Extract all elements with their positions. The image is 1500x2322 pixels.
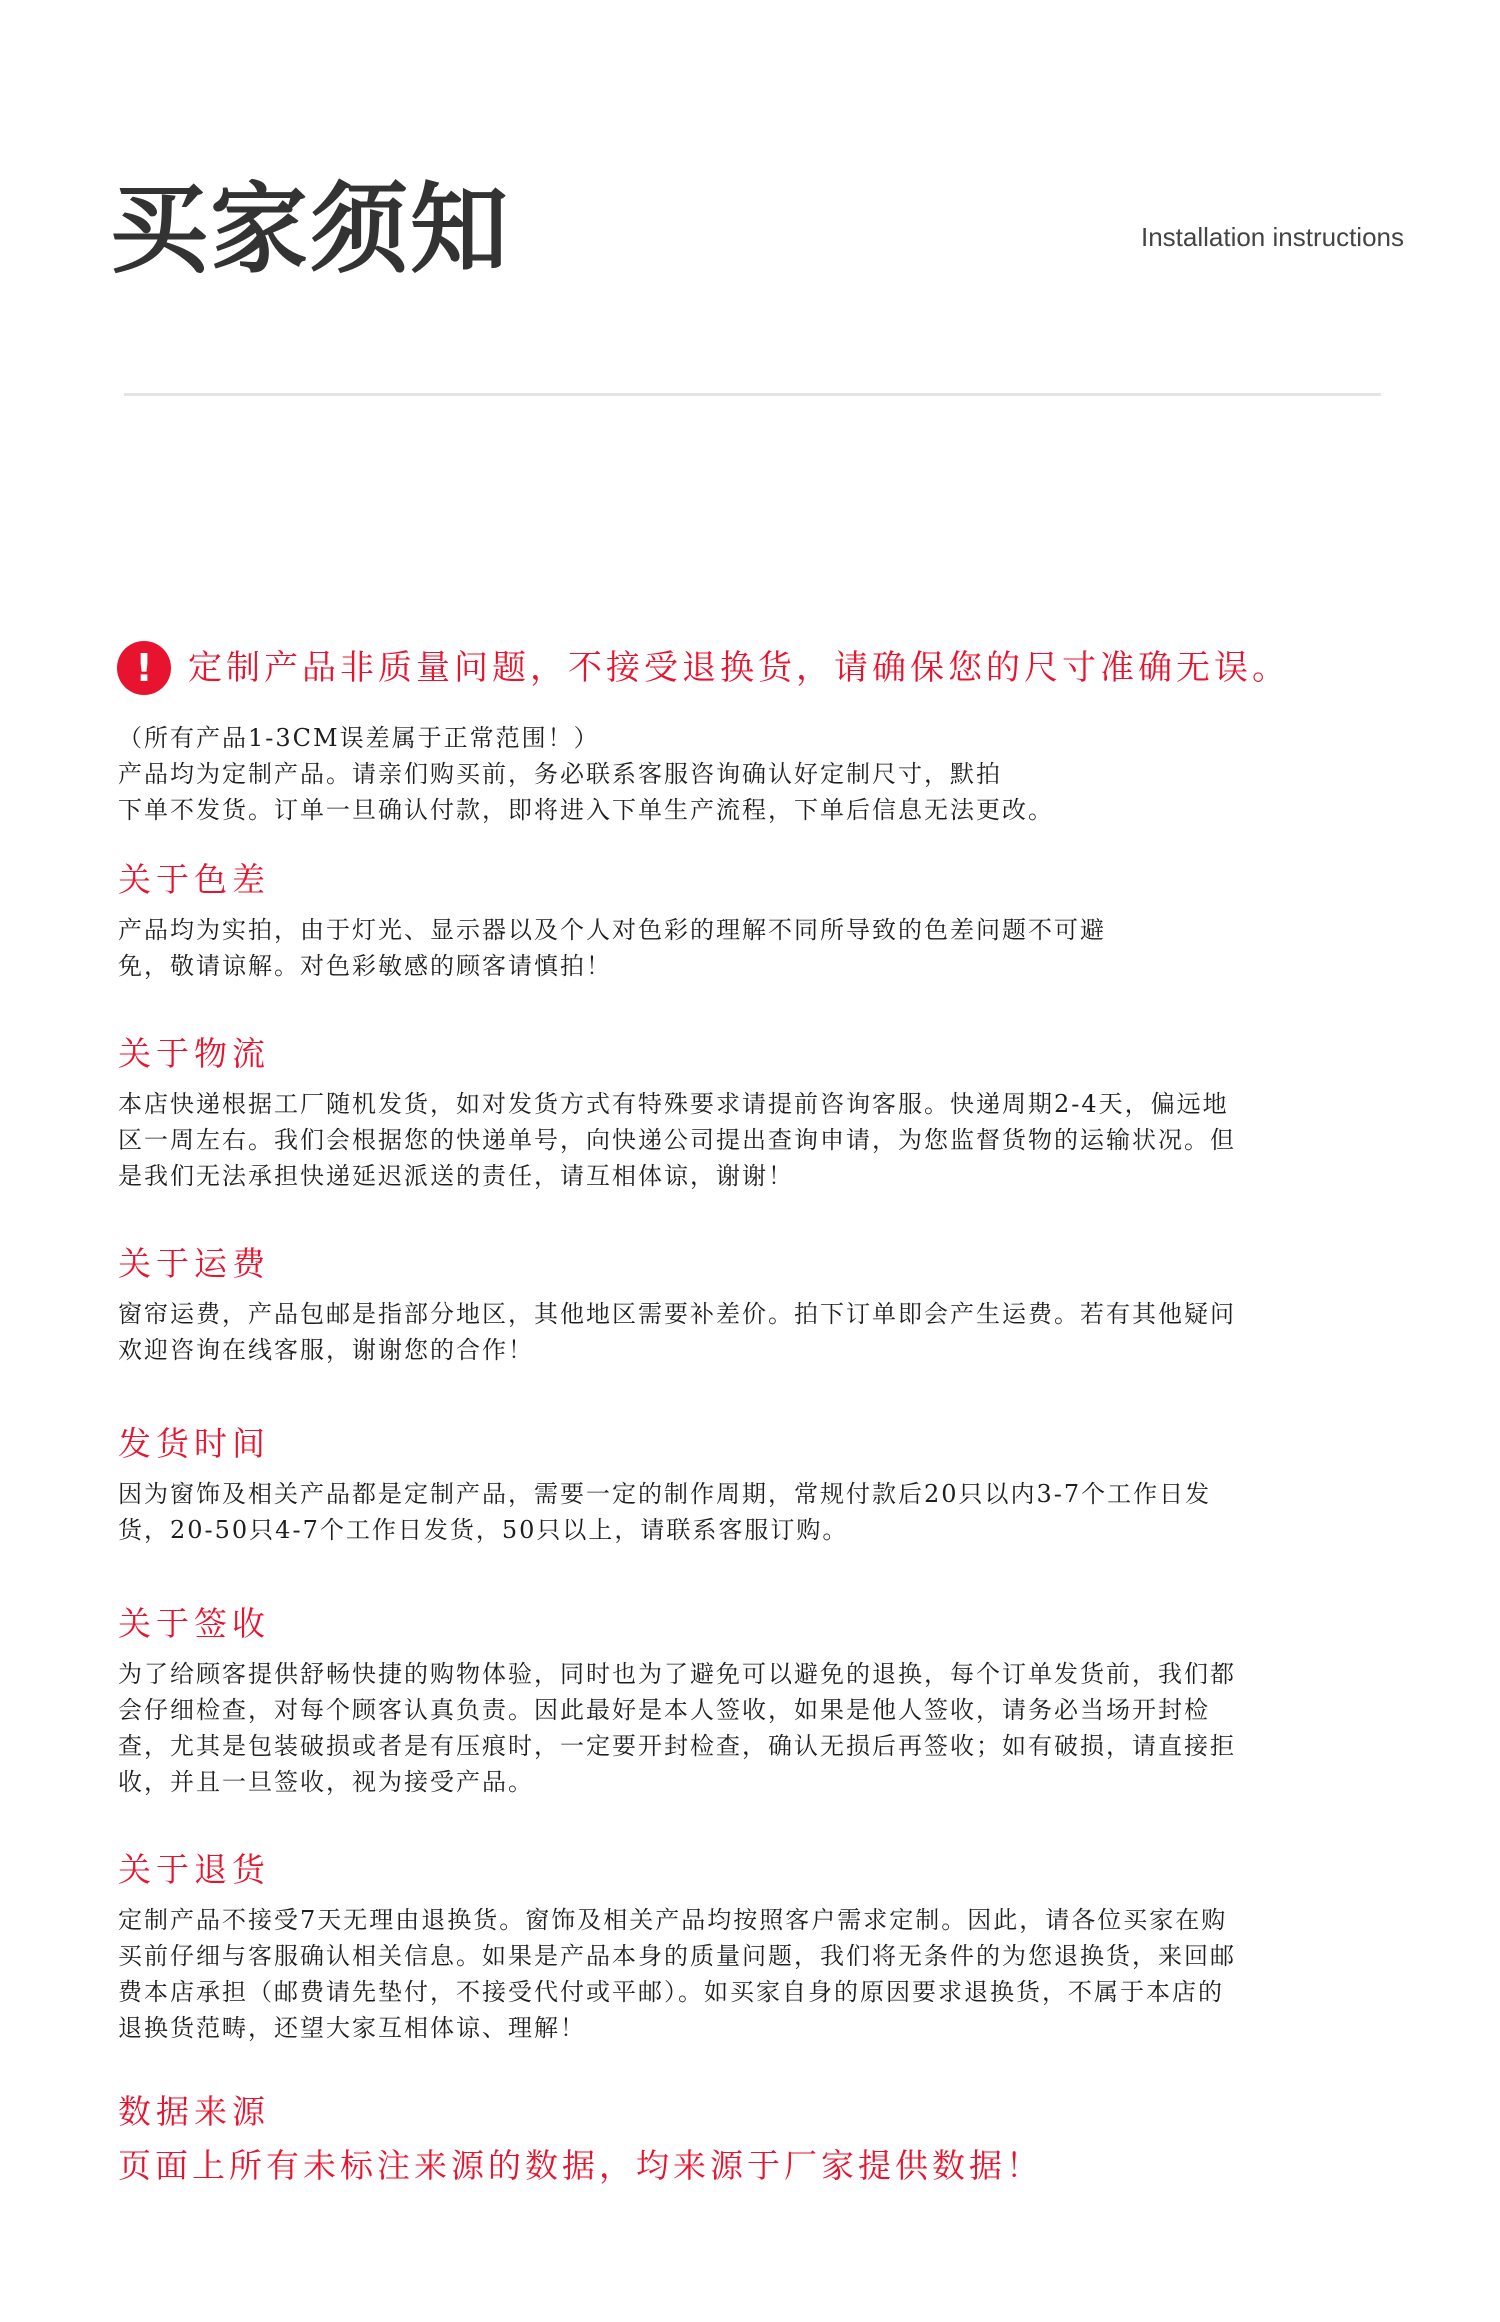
page-subtitle: Installation instructions bbox=[1140, 222, 1404, 252]
exclamation-icon: ! bbox=[117, 641, 171, 695]
section-line: 费本店承担（邮费请先垫付，不接受代付或平邮）。如买家自身的原因要求退换货，不属于本店的 bbox=[118, 1978, 1224, 2006]
section-line: 是我们无法承担快递延迟派送的责任，请互相体谅，谢谢！ bbox=[118, 1162, 794, 1190]
section-body bbox=[118, 1296, 1380, 1368]
section-body bbox=[118, 1656, 1380, 1800]
section-logistics bbox=[118, 1034, 1380, 1194]
section-line: 欢迎咨询在线客服，谢谢您的合作！ bbox=[118, 1336, 534, 1364]
section-line: 区一周左右。我们会根据您的快递单号，向快递公司提出查询申请，为您监督货物的运输状况。但 bbox=[118, 1126, 1236, 1154]
data-source-note: 页面上所有未标注来源的数据，均来源于厂家提供数据！ bbox=[118, 2146, 1043, 2185]
section-line: 收，并且一旦签收，视为接受产品。 bbox=[118, 1768, 534, 1796]
section-returns bbox=[118, 1850, 1380, 2046]
section-title: 关于色差 bbox=[118, 860, 270, 899]
section-body bbox=[118, 912, 1380, 984]
section-body bbox=[118, 1902, 1380, 2046]
section-line: 产品均为实拍，由于灯光、显示器以及个人对色彩的理解不同所导致的色差问题不可避 bbox=[118, 916, 1106, 944]
intro-line: 产品均为定制产品。请亲们购买前，务必联系客服咨询确认好定制尺寸，默拍 bbox=[118, 760, 1002, 788]
section-line: 为了给顾客提供舒畅快捷的购物体验，同时也为了避免可以避免的退换，每个订单发货前，我们都 bbox=[118, 1660, 1236, 1688]
intro-line: 下单不发货。订单一旦确认付款，即将进入下单生产流程，下单后信息无法更改。 bbox=[118, 796, 1054, 824]
warning-banner bbox=[117, 640, 1290, 696]
page-title: 买家须知 bbox=[110, 173, 511, 287]
section-color-difference bbox=[118, 860, 1380, 984]
section-title: 关于退货 bbox=[118, 1850, 270, 1889]
header-divider bbox=[124, 393, 1381, 396]
section-line: 因为窗饰及相关产品都是定制产品，需要一定的制作周期，常规付款后20只以内3-7个工作日发 bbox=[118, 1480, 1212, 1508]
section-body bbox=[118, 1476, 1380, 1548]
section-line: 退换货范畴，还望大家互相体谅、理解！ bbox=[118, 2014, 586, 2042]
section-line: 定制产品不接受7天无理由退换货。窗饰及相关产品均按照客户需求定制。因此，请各位买家在购 bbox=[118, 1906, 1228, 1934]
section-title: 关于物流 bbox=[118, 1034, 270, 1073]
section-line: 买前仔细与客服确认相关信息。如果是产品本身的质量问题，我们将无条件的为您退换货，来回邮 bbox=[118, 1942, 1236, 1970]
section-line: 免，敬请谅解。对色彩敏感的顾客请慎拍！ bbox=[118, 952, 612, 980]
section-line: 查，尤其是包装破损或者是有压痕时，一定要开封检查，确认无损后再签收；如有破损，请直接拒 bbox=[118, 1732, 1236, 1760]
intro-line: （所有产品1-3CM误差属于正常范围！） bbox=[118, 724, 600, 752]
section-data-source bbox=[118, 2092, 1380, 2188]
section-title: 数据来源 bbox=[118, 2092, 270, 2131]
section-delivery-time bbox=[118, 1424, 1380, 1548]
warning-text: 定制产品非质量问题，不接受退换货，请确保您的尺寸准确无误。 bbox=[188, 648, 1290, 688]
section-title: 关于运费 bbox=[118, 1244, 270, 1283]
section-title: 关于签收 bbox=[118, 1604, 270, 1643]
section-line: 本店快递根据工厂随机发货，如对发货方式有特殊要求请提前咨询客服。快递周期2-4天，偏远地 bbox=[118, 1090, 1229, 1118]
section-line: 会仔细检查，对每个顾客认真负责。因此最好是本人签收，如果是他人签收，请务必当场开封检 bbox=[118, 1696, 1210, 1724]
section-line: 窗帘运费，产品包邮是指部分地区，其他地区需要补差价。拍下订单即会产生运费。若有其他疑问 bbox=[118, 1300, 1236, 1328]
section-shipping-fee bbox=[118, 1244, 1380, 1368]
section-body bbox=[118, 1086, 1380, 1194]
section-line: 货，20-50只4-7个工作日发货，50只以上，请联系客服订购。 bbox=[118, 1516, 849, 1544]
section-title: 发货时间 bbox=[118, 1424, 270, 1463]
section-receipt bbox=[118, 1604, 1380, 1800]
intro-block bbox=[118, 720, 1378, 828]
